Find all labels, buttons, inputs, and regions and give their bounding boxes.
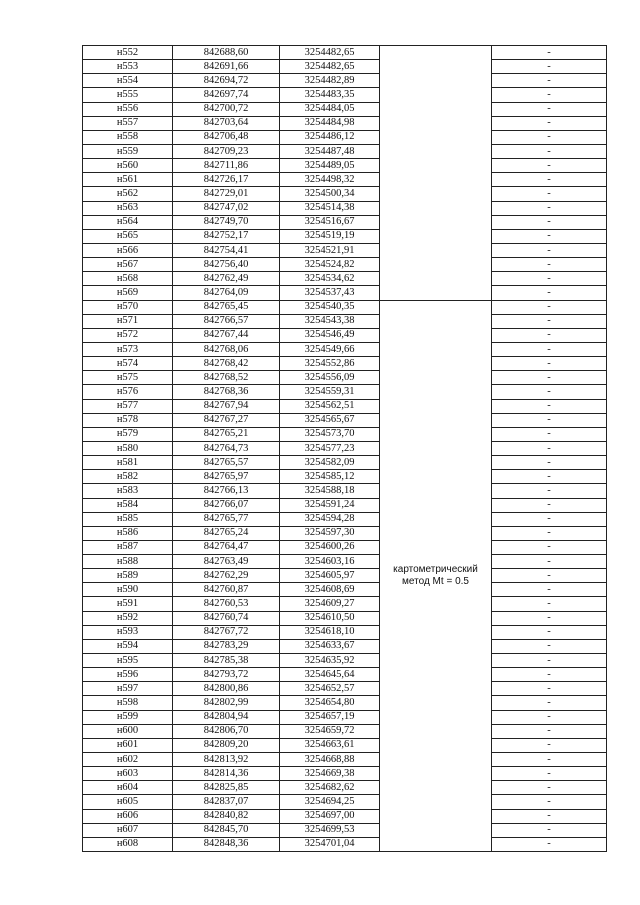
dash-cell: -	[492, 229, 607, 243]
dash-cell: -	[492, 88, 607, 102]
table-row	[83, 569, 607, 583]
x-coordinate-cell: 842840,82	[173, 809, 280, 823]
x-coordinate-cell: 842765,21	[173, 427, 280, 441]
point-id-cell: н596	[83, 668, 173, 682]
x-coordinate-cell: 842765,45	[173, 300, 280, 314]
x-coordinate-cell: 842767,44	[173, 328, 280, 342]
x-coordinate-cell: 842691,66	[173, 60, 280, 74]
point-id-cell: н560	[83, 159, 173, 173]
dash-cell: -	[492, 286, 607, 300]
table-row	[83, 738, 607, 752]
y-coordinate-cell: 3254543,38	[280, 314, 380, 328]
table-row	[83, 823, 607, 837]
table-row	[83, 399, 607, 413]
x-coordinate-cell: 842768,52	[173, 371, 280, 385]
dash-cell: -	[492, 328, 607, 342]
method-text-line2: метод Mt = 0.5	[402, 575, 469, 587]
y-coordinate-cell: 3254594,28	[280, 512, 380, 526]
x-coordinate-cell: 842793,72	[173, 668, 280, 682]
point-id-cell: н571	[83, 314, 173, 328]
dash-cell: -	[492, 159, 607, 173]
point-id-cell: н588	[83, 555, 173, 569]
dash-cell: -	[492, 385, 607, 399]
table-row	[83, 837, 607, 851]
x-coordinate-cell: 842694,72	[173, 74, 280, 88]
table-row	[83, 484, 607, 498]
dash-cell: -	[492, 526, 607, 540]
point-id-cell: н576	[83, 385, 173, 399]
dash-cell: -	[492, 639, 607, 653]
y-coordinate-cell: 3254565,67	[280, 413, 380, 427]
point-id-cell: н559	[83, 144, 173, 158]
dash-cell: -	[492, 215, 607, 229]
point-id-cell: н557	[83, 116, 173, 130]
dash-cell: -	[492, 399, 607, 413]
point-id-cell: н597	[83, 682, 173, 696]
y-coordinate-cell: 3254483,35	[280, 88, 380, 102]
table-row	[83, 498, 607, 512]
y-coordinate-cell: 3254645,64	[280, 668, 380, 682]
point-id-cell: н580	[83, 441, 173, 455]
y-coordinate-cell: 3254699,53	[280, 823, 380, 837]
dash-cell: -	[492, 470, 607, 484]
point-id-cell: н593	[83, 625, 173, 639]
y-coordinate-cell: 3254524,82	[280, 258, 380, 272]
table-row	[83, 173, 607, 187]
point-id-cell: н599	[83, 710, 173, 724]
table-row	[83, 809, 607, 823]
dash-cell: -	[492, 441, 607, 455]
point-id-cell: н568	[83, 272, 173, 286]
point-id-cell: н553	[83, 60, 173, 74]
y-coordinate-cell: 3254537,43	[280, 286, 380, 300]
dash-cell: -	[492, 456, 607, 470]
point-id-cell: н574	[83, 357, 173, 371]
point-id-cell: н577	[83, 399, 173, 413]
table-row	[83, 526, 607, 540]
x-coordinate-cell: 842760,87	[173, 583, 280, 597]
dash-cell: -	[492, 823, 607, 837]
table-row	[83, 597, 607, 611]
y-coordinate-cell: 3254552,86	[280, 357, 380, 371]
table-row	[83, 753, 607, 767]
x-coordinate-cell: 842706,48	[173, 130, 280, 144]
dash-cell: -	[492, 498, 607, 512]
table-row	[83, 724, 607, 738]
y-coordinate-cell: 3254556,09	[280, 371, 380, 385]
y-coordinate-cell: 3254577,23	[280, 441, 380, 455]
table-row	[83, 767, 607, 781]
point-id-cell: н604	[83, 781, 173, 795]
y-coordinate-cell: 3254484,98	[280, 116, 380, 130]
point-id-cell: н555	[83, 88, 173, 102]
point-id-cell: н564	[83, 215, 173, 229]
x-coordinate-cell: 842703,64	[173, 116, 280, 130]
point-id-cell: н595	[83, 654, 173, 668]
point-id-cell: н578	[83, 413, 173, 427]
dash-cell: -	[492, 130, 607, 144]
point-id-cell: н561	[83, 173, 173, 187]
table-row	[83, 187, 607, 201]
x-coordinate-cell: 842802,99	[173, 696, 280, 710]
dash-cell: -	[492, 809, 607, 823]
x-coordinate-cell: 842763,49	[173, 555, 280, 569]
x-coordinate-cell: 842767,72	[173, 625, 280, 639]
y-coordinate-cell: 3254540,35	[280, 300, 380, 314]
x-coordinate-cell: 842837,07	[173, 795, 280, 809]
point-id-cell: н556	[83, 102, 173, 116]
point-id-cell: н591	[83, 597, 173, 611]
point-id-cell: н601	[83, 738, 173, 752]
point-id-cell: н558	[83, 130, 173, 144]
x-coordinate-cell: 842756,40	[173, 258, 280, 272]
table-row	[83, 201, 607, 215]
y-coordinate-cell: 3254608,69	[280, 583, 380, 597]
dash-cell: -	[492, 187, 607, 201]
table-row	[83, 555, 607, 569]
table-row	[83, 46, 607, 60]
method-text-line1: картометрический	[393, 563, 478, 575]
point-id-cell: н608	[83, 837, 173, 851]
dash-cell: -	[492, 753, 607, 767]
table-row	[83, 272, 607, 286]
dash-cell: -	[492, 555, 607, 569]
table-row	[83, 144, 607, 158]
point-id-cell: н605	[83, 795, 173, 809]
dash-cell: -	[492, 540, 607, 554]
dash-cell: -	[492, 569, 607, 583]
x-coordinate-cell: 842765,77	[173, 512, 280, 526]
point-id-cell: н579	[83, 427, 173, 441]
dash-cell: -	[492, 767, 607, 781]
y-coordinate-cell: 3254591,24	[280, 498, 380, 512]
dash-cell: -	[492, 668, 607, 682]
point-id-cell: н606	[83, 809, 173, 823]
table-row	[83, 258, 607, 272]
y-coordinate-cell: 3254635,92	[280, 654, 380, 668]
dash-cell: -	[492, 625, 607, 639]
table-row	[83, 286, 607, 300]
point-id-cell: н572	[83, 328, 173, 342]
method-cell-upper	[380, 46, 492, 301]
y-coordinate-cell: 3254562,51	[280, 399, 380, 413]
x-coordinate-cell: 842768,42	[173, 357, 280, 371]
x-coordinate-cell: 842760,53	[173, 597, 280, 611]
dash-cell: -	[492, 357, 607, 371]
dash-cell: -	[492, 272, 607, 286]
table-row	[83, 540, 607, 554]
y-coordinate-cell: 3254573,70	[280, 427, 380, 441]
x-coordinate-cell: 842762,49	[173, 272, 280, 286]
point-id-cell: н584	[83, 498, 173, 512]
x-coordinate-cell: 842765,57	[173, 456, 280, 470]
y-coordinate-cell: 3254610,50	[280, 611, 380, 625]
dash-cell: -	[492, 512, 607, 526]
x-coordinate-cell: 842749,70	[173, 215, 280, 229]
x-coordinate-cell: 842754,41	[173, 243, 280, 257]
y-coordinate-cell: 3254654,80	[280, 696, 380, 710]
y-coordinate-cell: 3254588,18	[280, 484, 380, 498]
table-row	[83, 215, 607, 229]
y-coordinate-cell: 3254582,09	[280, 456, 380, 470]
x-coordinate-cell: 842688,60	[173, 46, 280, 60]
point-id-cell: н585	[83, 512, 173, 526]
dash-cell: -	[492, 74, 607, 88]
x-coordinate-cell: 842729,01	[173, 187, 280, 201]
y-coordinate-cell: 3254668,88	[280, 753, 380, 767]
y-coordinate-cell: 3254652,57	[280, 682, 380, 696]
table-row	[83, 102, 607, 116]
table-row	[83, 682, 607, 696]
dash-cell: -	[492, 116, 607, 130]
table-row	[83, 710, 607, 724]
y-coordinate-cell: 3254500,34	[280, 187, 380, 201]
point-id-cell: н594	[83, 639, 173, 653]
x-coordinate-cell: 842768,06	[173, 342, 280, 356]
table-row	[83, 512, 607, 526]
point-id-cell: н570	[83, 300, 173, 314]
y-coordinate-cell: 3254603,16	[280, 555, 380, 569]
x-coordinate-cell: 842711,86	[173, 159, 280, 173]
table-row	[83, 357, 607, 371]
y-coordinate-cell: 3254609,27	[280, 597, 380, 611]
x-coordinate-cell: 842766,57	[173, 314, 280, 328]
dash-cell: -	[492, 300, 607, 314]
x-coordinate-cell: 842766,13	[173, 484, 280, 498]
y-coordinate-cell: 3254484,05	[280, 102, 380, 116]
point-id-cell: н566	[83, 243, 173, 257]
table-row	[83, 441, 607, 455]
y-coordinate-cell: 3254498,32	[280, 173, 380, 187]
table-row	[83, 342, 607, 356]
table-row	[83, 159, 607, 173]
y-coordinate-cell: 3254534,62	[280, 272, 380, 286]
x-coordinate-cell: 842697,74	[173, 88, 280, 102]
point-id-cell: н603	[83, 767, 173, 781]
point-id-cell: н575	[83, 371, 173, 385]
table-row	[83, 385, 607, 399]
table-row	[83, 583, 607, 597]
coordinates-table	[82, 45, 607, 852]
y-coordinate-cell: 3254482,65	[280, 60, 380, 74]
y-coordinate-cell: 3254514,38	[280, 201, 380, 215]
table-row	[83, 229, 607, 243]
y-coordinate-cell: 3254618,10	[280, 625, 380, 639]
x-coordinate-cell: 842814,36	[173, 767, 280, 781]
table-row	[83, 639, 607, 653]
x-coordinate-cell: 842765,97	[173, 470, 280, 484]
x-coordinate-cell: 842806,70	[173, 724, 280, 738]
table-row	[83, 116, 607, 130]
point-id-cell: н567	[83, 258, 173, 272]
x-coordinate-cell: 842767,94	[173, 399, 280, 413]
dash-cell: -	[492, 696, 607, 710]
dash-cell: -	[492, 314, 607, 328]
x-coordinate-cell: 842783,29	[173, 639, 280, 653]
y-coordinate-cell: 3254605,97	[280, 569, 380, 583]
y-coordinate-cell: 3254697,00	[280, 809, 380, 823]
y-coordinate-cell: 3254597,30	[280, 526, 380, 540]
dash-cell: -	[492, 144, 607, 158]
x-coordinate-cell: 842845,70	[173, 823, 280, 837]
y-coordinate-cell: 3254482,65	[280, 46, 380, 60]
dash-cell: -	[492, 46, 607, 60]
x-coordinate-cell: 842785,38	[173, 654, 280, 668]
point-id-cell: н569	[83, 286, 173, 300]
point-id-cell: н592	[83, 611, 173, 625]
dash-cell: -	[492, 724, 607, 738]
y-coordinate-cell: 3254546,49	[280, 328, 380, 342]
x-coordinate-cell: 842800,86	[173, 682, 280, 696]
dash-cell: -	[492, 781, 607, 795]
dash-cell: -	[492, 427, 607, 441]
y-coordinate-cell: 3254659,72	[280, 724, 380, 738]
x-coordinate-cell: 842764,09	[173, 286, 280, 300]
y-coordinate-cell: 3254516,67	[280, 215, 380, 229]
dash-cell: -	[492, 243, 607, 257]
table-row	[83, 625, 607, 639]
table-row	[83, 654, 607, 668]
x-coordinate-cell: 842709,23	[173, 144, 280, 158]
table-row	[83, 300, 607, 314]
y-coordinate-cell: 3254600,26	[280, 540, 380, 554]
x-coordinate-cell: 842762,29	[173, 569, 280, 583]
y-coordinate-cell: 3254657,19	[280, 710, 380, 724]
point-id-cell: н600	[83, 724, 173, 738]
x-coordinate-cell: 842804,94	[173, 710, 280, 724]
x-coordinate-cell: 842813,92	[173, 753, 280, 767]
table-row	[83, 470, 607, 484]
table-row	[83, 795, 607, 809]
table-row	[83, 243, 607, 257]
dash-cell: -	[492, 342, 607, 356]
coordinates-table-body	[83, 46, 607, 852]
x-coordinate-cell: 842767,27	[173, 413, 280, 427]
dash-cell: -	[492, 795, 607, 809]
point-id-cell: н562	[83, 187, 173, 201]
table-row	[83, 88, 607, 102]
x-coordinate-cell: 842726,17	[173, 173, 280, 187]
dash-cell: -	[492, 682, 607, 696]
table-row	[83, 371, 607, 385]
y-coordinate-cell: 3254549,66	[280, 342, 380, 356]
dash-cell: -	[492, 654, 607, 668]
y-coordinate-cell: 3254482,89	[280, 74, 380, 88]
table-row	[83, 314, 607, 328]
point-id-cell: н582	[83, 470, 173, 484]
table-row	[83, 696, 607, 710]
dash-cell: -	[492, 583, 607, 597]
point-id-cell: н598	[83, 696, 173, 710]
point-id-cell: н563	[83, 201, 173, 215]
dash-cell: -	[492, 484, 607, 498]
table-row	[83, 668, 607, 682]
dash-cell: -	[492, 597, 607, 611]
y-coordinate-cell: 3254559,31	[280, 385, 380, 399]
x-coordinate-cell: 842766,07	[173, 498, 280, 512]
dash-cell: -	[492, 413, 607, 427]
dash-cell: -	[492, 201, 607, 215]
dash-cell: -	[492, 102, 607, 116]
x-coordinate-cell: 842764,47	[173, 540, 280, 554]
dash-cell: -	[492, 710, 607, 724]
dash-cell: -	[492, 173, 607, 187]
x-coordinate-cell: 842768,36	[173, 385, 280, 399]
point-id-cell: н590	[83, 583, 173, 597]
table-row	[83, 456, 607, 470]
dash-cell: -	[492, 371, 607, 385]
x-coordinate-cell: 842752,17	[173, 229, 280, 243]
x-coordinate-cell: 842700,72	[173, 102, 280, 116]
point-id-cell: н552	[83, 46, 173, 60]
y-coordinate-cell: 3254682,62	[280, 781, 380, 795]
x-coordinate-cell: 842760,74	[173, 611, 280, 625]
point-id-cell: н581	[83, 456, 173, 470]
table-row	[83, 427, 607, 441]
point-id-cell: н565	[83, 229, 173, 243]
table-row	[83, 413, 607, 427]
y-coordinate-cell: 3254663,61	[280, 738, 380, 752]
point-id-cell: н589	[83, 569, 173, 583]
y-coordinate-cell: 3254519,19	[280, 229, 380, 243]
dash-cell: -	[492, 611, 607, 625]
y-coordinate-cell: 3254489,05	[280, 159, 380, 173]
point-id-cell: н573	[83, 342, 173, 356]
table-row	[83, 611, 607, 625]
point-id-cell: н587	[83, 540, 173, 554]
table-row	[83, 60, 607, 74]
y-coordinate-cell: 3254521,91	[280, 243, 380, 257]
x-coordinate-cell: 842848,36	[173, 837, 280, 851]
point-id-cell: н586	[83, 526, 173, 540]
x-coordinate-cell: 842825,85	[173, 781, 280, 795]
point-id-cell: н602	[83, 753, 173, 767]
y-coordinate-cell: 3254694,25	[280, 795, 380, 809]
y-coordinate-cell: 3254585,12	[280, 470, 380, 484]
dash-cell: -	[492, 837, 607, 851]
method-cell-lower	[380, 300, 492, 851]
x-coordinate-cell: 842764,73	[173, 441, 280, 455]
point-id-cell: н607	[83, 823, 173, 837]
table-row	[83, 328, 607, 342]
dash-cell: -	[492, 60, 607, 74]
y-coordinate-cell: 3254633,67	[280, 639, 380, 653]
x-coordinate-cell: 842747,02	[173, 201, 280, 215]
table-row	[83, 130, 607, 144]
point-id-cell: н583	[83, 484, 173, 498]
point-id-cell: н554	[83, 74, 173, 88]
y-coordinate-cell: 3254487,48	[280, 144, 380, 158]
table-row	[83, 74, 607, 88]
dash-cell: -	[492, 258, 607, 272]
x-coordinate-cell: 842765,24	[173, 526, 280, 540]
dash-cell: -	[492, 738, 607, 752]
y-coordinate-cell: 3254669,38	[280, 767, 380, 781]
x-coordinate-cell: 842809,20	[173, 738, 280, 752]
table-row	[83, 781, 607, 795]
y-coordinate-cell: 3254486,12	[280, 130, 380, 144]
y-coordinate-cell: 3254701,04	[280, 837, 380, 851]
